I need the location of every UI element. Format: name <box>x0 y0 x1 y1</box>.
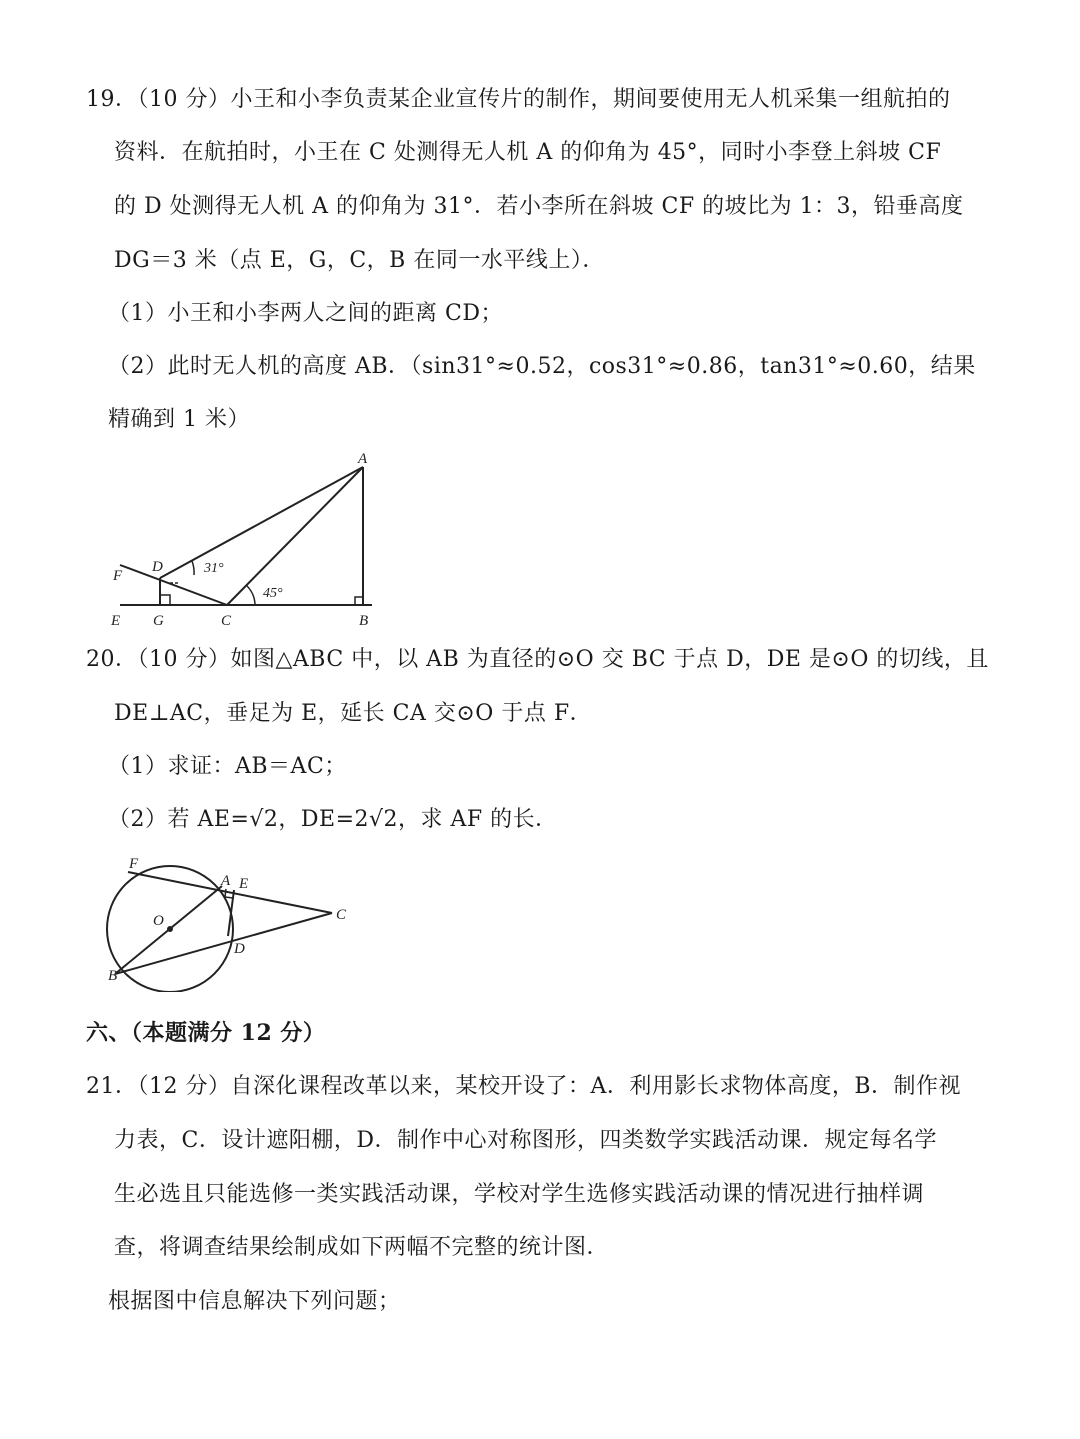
sight-line-ca <box>227 467 363 605</box>
label-e2: E <box>239 876 249 892</box>
sight-line-da <box>160 467 363 578</box>
q20-sub1: （1）求证：AB＝AC； <box>108 754 347 779</box>
q21-line-5: 根据图中信息解决下列问题； <box>108 1289 401 1314</box>
label-b2: B <box>108 968 118 984</box>
label-e: E <box>111 613 121 629</box>
label-o2: O <box>153 913 164 929</box>
center-o-dot <box>167 926 173 932</box>
label-c2: C <box>336 907 347 923</box>
q19-sub1: （1）小王和小李两人之间的距离 CD； <box>108 301 503 326</box>
label-f: F <box>113 568 123 584</box>
q19-figure <box>100 445 390 635</box>
q20-line-1: 20．（10 分）如图△ABC 中，以 AB 为直径的⊙O 交 BC 于点 D，DE 是⊙O 的切线，且 <box>86 647 989 672</box>
label-b: B <box>359 613 369 629</box>
q19-sub2: （2）此时无人机的高度 AB．（sin31°≈0.52，cos31°≈0.86，tan31°≈0.60，结果 <box>108 354 976 379</box>
q19-line-1: 19．（10 分）小王和小李负责某企业宣传片的制作，期间要使用无人机采集一组航拍的 <box>86 87 951 112</box>
angle-31-label: 31° <box>204 561 224 576</box>
q19-line-4: DG＝3 米（点 E，G，C，B 在同一水平线上）． <box>114 248 605 273</box>
label-a2: A <box>221 873 231 889</box>
q19-sub2-cont: 精确到 1 米） <box>108 407 250 432</box>
q21-line-1: 21．（12 分）自深化课程改革以来，某校开设了：A．利用影长求物体高度，B．制作视 <box>86 1074 962 1099</box>
q19-line-3: 的 D 处测得无人机 A 的仰角为 31°．若小李所在斜坡 CF 的坡比为 1：3，铅垂高度 <box>114 194 964 219</box>
q20-line-2: DE⊥AC，垂足为 E，延长 CA 交⊙O 于点 F． <box>114 701 593 726</box>
q21-line-4: 查，将调查结果绘制成如下两幅不完整的统计图． <box>114 1235 610 1260</box>
angle-45-label: 45° <box>263 586 283 601</box>
section-6-title: 六、（本题满分 12 分） <box>86 1020 326 1046</box>
label-a: A <box>358 451 368 467</box>
label-f2: F <box>129 856 139 872</box>
label-d2: D <box>234 941 245 957</box>
q19-line-2: 资料．在航拍时，小王在 C 处测得无人机 A 的仰角为 45°，同时小李登上斜坡 CF <box>114 140 942 165</box>
label-c: C <box>221 613 232 629</box>
q20-sub2: （2）若 AE=√2，DE=2√2，求 AF 的长． <box>108 807 558 832</box>
q20-figure <box>100 852 360 992</box>
q21-line-3: 生必选且只能选修一类实践活动课，学校对学生选修实践活动课的情况进行抽样调 <box>114 1182 925 1207</box>
q21-line-2: 力表，C．设计遮阳棚，D．制作中心对称图形，四类数学实践活动课．规定每名学 <box>114 1128 937 1153</box>
label-g: G <box>153 613 164 629</box>
line-bc <box>115 913 332 974</box>
label-d: D <box>152 559 163 575</box>
